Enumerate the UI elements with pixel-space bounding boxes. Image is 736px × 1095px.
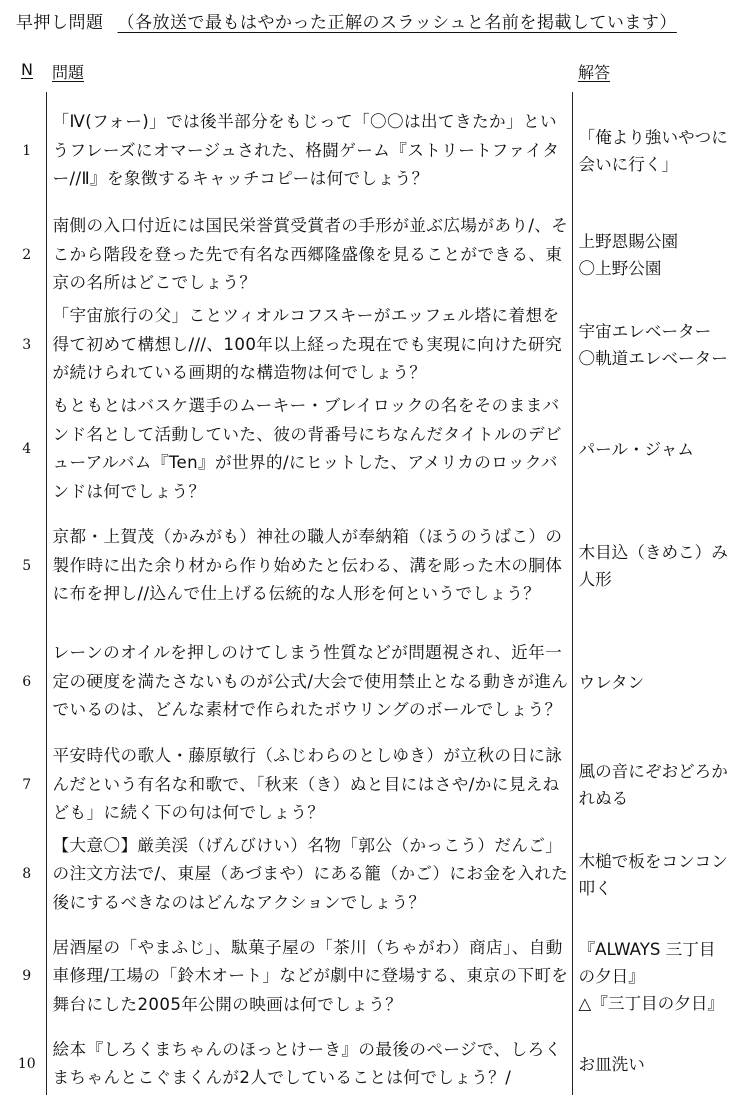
row-number: 9 — [22, 968, 32, 985]
answer-text: 風の音にぞおどろかれぬる — [578, 761, 728, 808]
row-number: 2 — [22, 246, 32, 263]
answer-cell — [572, 830, 732, 920]
answer-text: 木槌で板をコンコン叩く — [578, 851, 728, 898]
row-number: 5 — [22, 557, 32, 574]
question-cell: 「Ⅳ(フォー)」では後半部分をもじって「〇〇は出てきたか」というフレーズにオマージュされた、格闘ゲーム『ストリートファイター//Ⅱ』を象徴するキャッチコピーは何でしょう？ — [46, 92, 572, 210]
table-row — [10, 508, 732, 624]
header-answer: 解答 — [578, 63, 611, 82]
question-cell: 南側の入口付近には国民栄誉賞受賞者の手形が並ぶ広場があり/、そこから階段を登った先で有名な西郷隆盛像を見ることができる、東京の名所はどこでしょう？ — [46, 210, 572, 300]
document-title — [16, 8, 677, 33]
answer-cell — [572, 740, 732, 830]
answer-cell — [572, 210, 732, 300]
question-cell: 「宇宙旅行の父」ことツィオルコフスキーがエッフェル塔に着想を得て初めて構想し///、100年以上経った現在でも実現に向けた研究が続けられている画期的な構造物は何でしょう？ — [46, 300, 572, 390]
question-cell: レーンのオイルを押しのけてしまう性質などが問題視され、近年一定の硬度を満たさないものが公式/大会で使用禁止となる動きが進んでいるのは、どんな素材で作られたボウリングのボールでしょう？ — [46, 624, 572, 740]
answer-text: お皿洗い — [578, 1054, 645, 1074]
answer-text: パール・ジャム — [578, 439, 694, 459]
answer-cell — [572, 92, 732, 210]
quiz-table — [10, 56, 732, 1095]
table-row — [10, 390, 732, 508]
row-number: 6 — [22, 673, 32, 690]
table-row — [10, 300, 732, 390]
alt-answer-text: 〇上野公園 — [578, 259, 662, 278]
question-cell: もともとはバスケ選手のムーキー・ブレイロックの名をそのままバンド名として活動していた、彼の背番号にちなんだタイトルのデビューアルバム『Ten』が世界的/にヒットした、アメリカのロックバンドは何でしょう？ — [46, 390, 572, 508]
question-cell: 【大意〇】厳美渓（げんびけい）名物「郭公（かっこう）だんご」の注文方法で/、東屋（あづまや）にある籠（かご）にお金を入れた後にするべきなのはどんなアクションでしょう？ — [46, 830, 572, 920]
answer-cell — [572, 1034, 732, 1095]
answer-text: 木目込（きめこ）み人形 — [578, 543, 728, 589]
table-row — [10, 920, 732, 1034]
answer-text: ウレタン — [578, 672, 645, 692]
table-row — [10, 740, 732, 830]
header-question: 問題 — [52, 63, 85, 82]
title-text: 早押し問題 — [16, 13, 104, 33]
header-number: N — [21, 60, 33, 79]
row-number: 1 — [22, 142, 32, 159]
question-cell: 絵本『しろくまちゃんのほっとけーき』の最後のページで、しろくまちゃんとこぐまくんが2人でしていることは何でしょう？/ — [46, 1034, 572, 1095]
table-row — [10, 92, 732, 210]
question-cell: 平安時代の歌人・藤原敏行（ふじわらのとしゆき）が立秋の日に詠んだという有名な和歌で、「秋来（き）ぬと目にはさや/かに見えねども」に続く下の句は何でしょう？ — [46, 740, 572, 830]
row-number: 8 — [22, 866, 32, 883]
table-row — [10, 210, 732, 300]
table-header-row — [10, 56, 732, 92]
answer-text: 「俺より強いやつに会いに行く」 — [578, 128, 728, 174]
answer-cell — [572, 300, 732, 390]
subtitle-text: （各放送で最もはやかった正解のスラッシュと名前を掲載しています） — [117, 13, 677, 33]
answer-text: 『ALWAYS 三丁目の夕日』 — [578, 940, 716, 986]
table-row — [10, 830, 732, 920]
question-cell: 京都・上賀茂（かみがも）神社の職人が奉納箱（ほうのうばこ）の製作時に出た余り材から作り始めたと伝わる、溝を彫った木の胴体に布を押し//込んで仕上げる伝統的な人形を何というでしょう？ — [46, 508, 572, 624]
answer-text: 上野恩賜公園 — [578, 232, 679, 251]
alt-answer-text: △『三丁目の夕日』 — [578, 994, 725, 1013]
table-row — [10, 1034, 732, 1095]
row-number: 3 — [22, 336, 32, 353]
answer-cell — [572, 920, 732, 1034]
answer-cell — [572, 624, 732, 740]
answer-text: 宇宙エレベーター — [578, 322, 712, 341]
question-cell: 居酒屋の「やまふじ」、駄菓子屋の「茶川（ちゃがわ）商店」、自動車修理/工場の「鈴木オート」などが劇中に登場する、東京の下町を舞台にした2005年公開の映画は何でしょう？ — [46, 920, 572, 1034]
row-number: 4 — [22, 440, 32, 457]
answer-cell — [572, 508, 732, 624]
table-row — [10, 624, 732, 740]
alt-answer-text: 〇軌道エレベーター — [578, 349, 728, 368]
row-number: 7 — [22, 776, 32, 793]
answer-cell — [572, 390, 732, 508]
row-number: 10 — [17, 1055, 36, 1072]
